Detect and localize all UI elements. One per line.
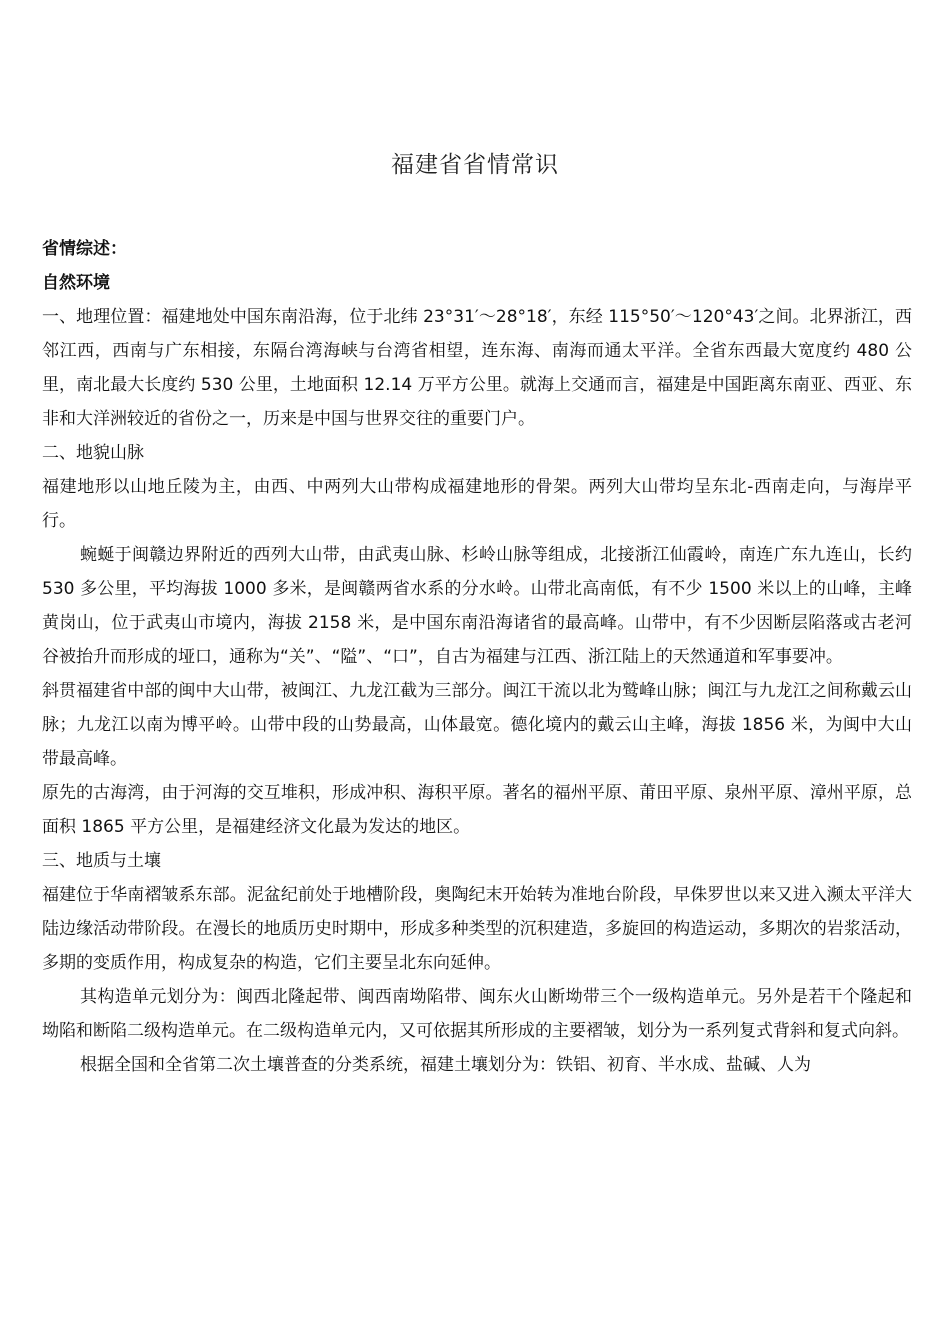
paragraph-geographic-location: 一、地理位置：福建地处中国东南沿海，位于北纬 23°31′～28°18′，东经 115°50′～120°43′之间。北界浙江，西邻江西，西南与广东相接，东隔台湾海峡与台湾省相望，连东海、南海而通太平洋。全省东西最大宽度约 480 公里，南北最大长度约 530 公里，土地面积 12.14 万平方公里。就海上交通而言，福建是中国距离东南亚、西亚、东非和大洋洲较近的省份之一，历来是中国与世界交往的重要门户。 bbox=[42, 307, 912, 429]
paragraph-landforms-intro: 福建地形以山地丘陵为主，由西、中两列大山带构成福建地形的骨架。两列大山带均呈东北-西南走向，与海岸平行。 bbox=[42, 477, 912, 531]
heading-natural-environment: 自然环境 bbox=[42, 273, 110, 293]
heading-overview: 省情综述： bbox=[42, 239, 127, 259]
section-heading-geology-soil: 三、地质与土壤 bbox=[42, 851, 161, 871]
paragraph-central-mountain-belt: 斜贯福建省中部的闽中大山带，被闽江、九龙江截为三部分。闽江干流以北为鹫峰山脉；闽江与九龙江之间称戴云山脉；九龙江以南为博平岭。山带中段的山势最高，山体最宽。德化境内的戴云山主峰，海拔 1856 米，为闽中大山带最高峰。 bbox=[42, 681, 912, 769]
paragraph-plains: 原先的古海湾，由于河海的交互堆积，形成冲积、海积平原。著名的福州平原、莆田平原、泉州平原、漳州平原，总面积 1865 平方公里，是福建经济文化最为发达的地区。 bbox=[42, 783, 912, 837]
paragraph-tectonic-units: 其构造单元划分为：闽西北隆起带、闽西南坳陷带、闽东火山断坳带三个一级构造单元。另外是若干个隆起和坳陷和断陷二级构造单元。在二级构造单元内，又可依据其所形成的主要褶皱，划分为一系列复式背斜和复式向斜。 bbox=[42, 987, 912, 1041]
paragraph-soil-classification: 根据全国和全省第二次土壤普查的分类系统，福建土壤划分为：铁铝、初育、半水成、盐碱、人为 bbox=[80, 1055, 811, 1075]
document-body bbox=[42, 232, 912, 1082]
document-title: 福建省省情常识 bbox=[391, 152, 559, 178]
section-heading-landforms: 二、地貌山脉 bbox=[42, 443, 144, 463]
paragraph-geology: 福建位于华南褶皱系东部。泥盆纪前处于地槽阶段，奥陶纪末开始转为准地台阶段，早侏罗世以来又进入濒太平洋大陆边缘活动带阶段。在漫长的地质历史时期中，形成多种类型的沉积建造，多旋回的构造运动，多期次的岩浆活动，多期的变质作用，构成复杂的构造，它们主要呈北东向延伸。 bbox=[42, 885, 912, 973]
paragraph-western-mountain-belt: 蜿蜒于闽赣边界附近的西列大山带，由武夷山脉、杉岭山脉等组成，北接浙江仙霞岭，南连广东九连山，长约 530 多公里，平均海拔 1000 多米，是闽赣两省水系的分水岭。山带北高南低，有不少 1500 米以上的山峰，主峰黄岗山，位于武夷山市境内，海拔 2158 米，是中国东南沿海诸省的最高峰。山带中，有不少因断层陷落或古老河谷被抬升而形成的垭口，通称为“关”、“隘”、“口”，自古为福建与江西、浙江陆上的天然通道和军事要冲。 bbox=[42, 545, 912, 667]
